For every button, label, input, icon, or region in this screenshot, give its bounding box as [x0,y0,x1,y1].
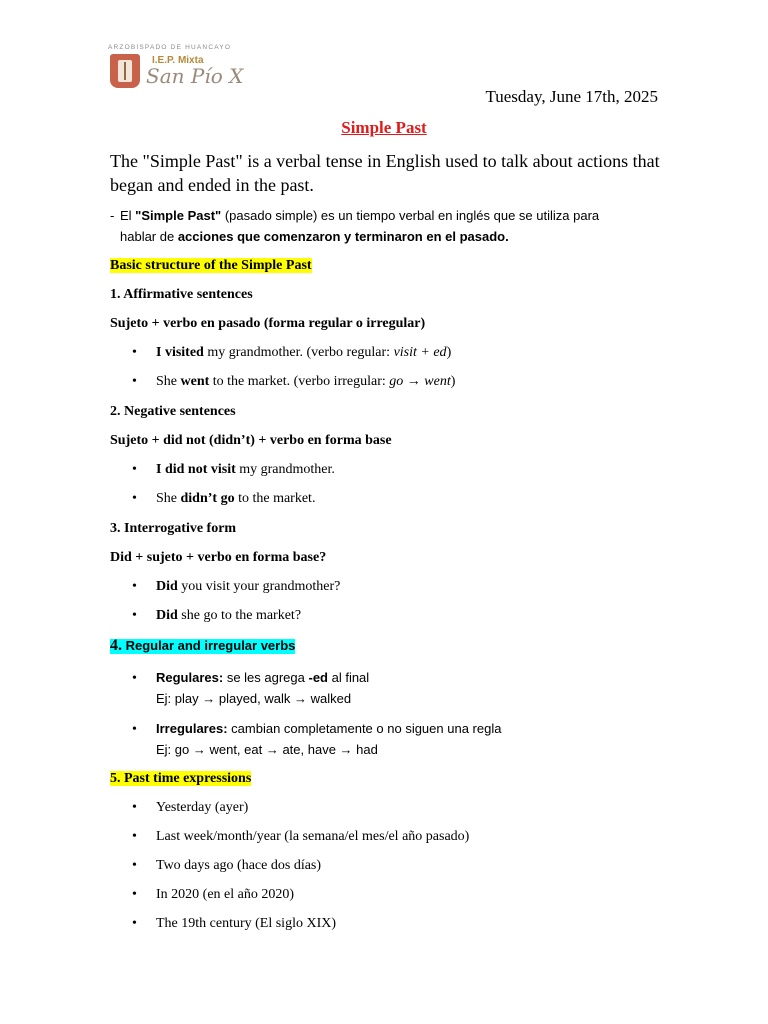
note-bold: "Simple Past" [135,208,222,223]
interrogative-heading: 3. Interrogative form [110,521,237,536]
note-dash: - [110,208,115,223]
structure-heading [110,257,312,275]
bullet-icon: • [132,722,137,737]
bullet-icon: • [132,345,137,360]
negative-heading: 2. Negative sentences [110,404,236,419]
example-bold: Did [156,608,178,623]
note-text: El [120,208,136,223]
negative-formula: Sujeto + did not (didn’t) + verbo en forma base [110,433,392,448]
logo-org-text: ARZOBISPADO DE HUANCAYO [108,44,232,51]
verb-type-label: Irregulares: [156,721,228,736]
example-bold: didn’t go [180,491,235,506]
verb-type-text: cambian completamente o no siguen una regla [227,721,502,736]
example-text: She [156,491,181,506]
example-text: my grandmother. (verbo regular: [203,345,394,360]
expression-text: Last week/month/year (la semana/el mes/el año pasado) [156,829,470,844]
logo-name-text: San Pío X [146,64,244,88]
bullet-icon: • [132,916,137,931]
example-text: ) [446,345,452,360]
note-text: hablar de [120,229,178,244]
structure-heading-text: Basic structure of the Simple Past [110,258,312,273]
verbs-heading-number: 4. [110,637,122,654]
crest-icon [110,54,140,88]
note-bold: acciones que comenzaron y terminaron en el pasado. [177,229,509,244]
example-bold: went [180,374,210,389]
verbs-heading [110,637,295,656]
bullet-icon: • [132,858,137,873]
bullet-icon: • [132,671,137,686]
expression-text: In 2020 (en el año 2020) [156,887,295,902]
example-italic: go → went [389,374,451,389]
bullet-icon: • [132,829,137,844]
verb-example: Ej: play → played, walk → walked [156,691,352,706]
verbs-heading-text: Regular and irregular verbs [122,638,296,653]
bullet-icon: • [132,491,137,506]
example-bold: I did not visit [156,462,236,477]
verb-example: Ej: go → went, eat → ate, have → had [156,742,378,757]
example-text: She [156,374,181,389]
logo-school-text: I.E.P. Mixta [152,55,204,66]
interrogative-formula: Did + sujeto + verbo en forma base? [110,550,327,565]
bullet-icon: • [132,608,137,623]
page-title: Simple Past [341,118,427,137]
example-text: she go to the market? [177,608,302,623]
bullet-icon: • [132,579,137,594]
bullet-icon: • [132,374,137,389]
example-bold: Did [156,579,178,594]
bullet-icon: • [132,462,137,477]
expression-text: The 19th century (El siglo XIX) [156,916,337,931]
verb-type-text: al final [327,670,370,685]
expression-text: Yesterday (ayer) [156,800,249,815]
bullet-icon: • [132,887,137,902]
bullet-icon: • [132,800,137,815]
example-text: to the market. (verbo irregular: [209,374,390,389]
expressions-heading [110,770,251,788]
expression-text: Two days ago (hace dos días) [156,858,322,873]
spanish-note [110,205,658,247]
note-text: (pasado simple) es un tiempo verbal en inglés que se utiliza para [221,208,600,223]
school-logo [108,44,244,94]
verb-type-label: Regulares: [156,670,224,685]
verb-type-bold: -ed [308,670,328,685]
affirmative-formula: Sujeto + verbo en pasado (forma regular o irregular) [110,316,426,331]
example-text: you visit your grandmother? [177,579,341,594]
expressions-heading-text: 5. Past time expressions [110,771,252,786]
intro-paragraph: The "Simple Past" is a verbal tense in English used to talk about actions that began and ended in the past. [110,151,660,195]
example-text: ) [450,374,456,389]
document-date: Tuesday, June 17th, 2025 [485,87,658,106]
example-text: to the market. [234,491,316,506]
example-italic: visit + ed [393,345,447,360]
affirmative-heading: 1. Affirmative sentences [110,287,253,302]
example-text: my grandmother. [235,462,335,477]
verb-type-text: se les agrega [223,670,309,685]
example-bold: I visited [156,345,204,360]
